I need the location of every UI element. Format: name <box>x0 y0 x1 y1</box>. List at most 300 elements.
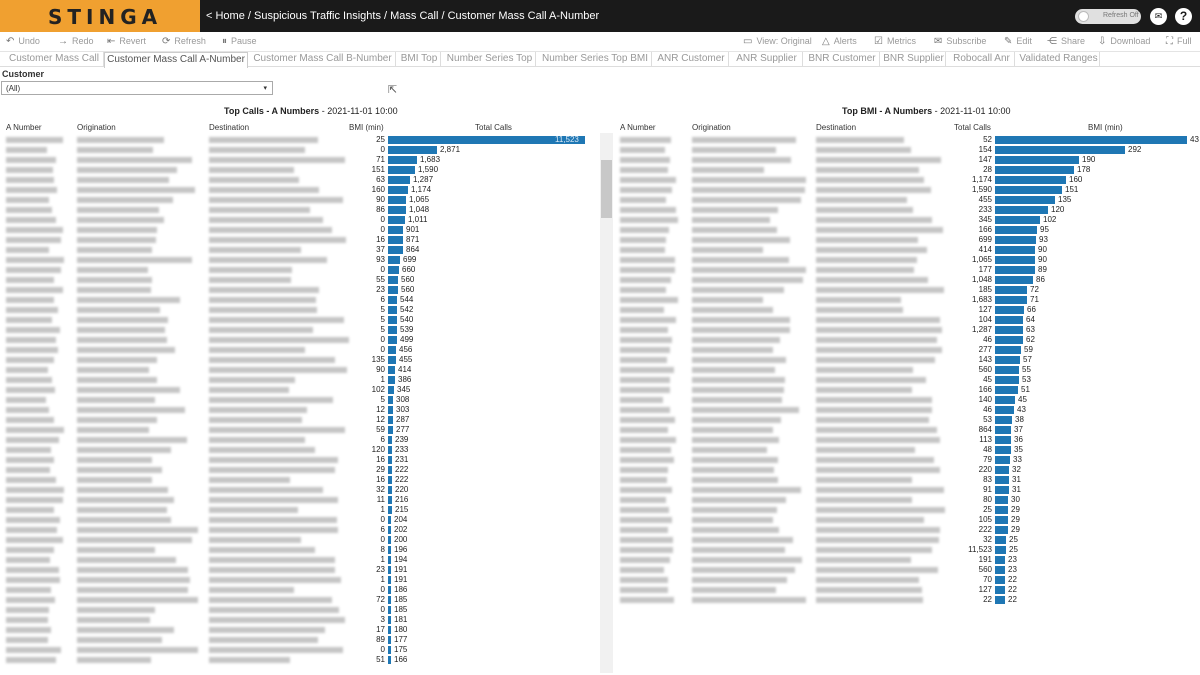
bmi-bar[interactable] <box>995 386 1018 394</box>
total-calls-bar[interactable] <box>388 496 392 504</box>
total-calls-bar[interactable] <box>388 166 415 174</box>
bmi-value: 25 <box>376 135 385 144</box>
total-calls-label: 303 <box>396 405 410 414</box>
total-calls-bar[interactable] <box>388 656 391 664</box>
redo-button[interactable] <box>58 36 94 47</box>
table-row[interactable] <box>0 275 600 285</box>
bmi-bar[interactable] <box>995 146 1125 154</box>
right-col-origination[interactable]: Origination <box>692 123 731 132</box>
table-row[interactable] <box>0 395 600 405</box>
bmi-bar[interactable] <box>995 486 1009 494</box>
tab-robocall-anr[interactable]: Robocall Anr <box>949 52 1015 67</box>
top-bar <box>0 0 1200 32</box>
table-row[interactable] <box>0 625 600 635</box>
bmi-bar[interactable] <box>995 296 1027 304</box>
tab-number-series-top[interactable]: Number Series Top <box>444 52 536 67</box>
bmi-bar[interactable] <box>995 186 1062 194</box>
tab-number-series-top-bmi[interactable]: Number Series Top BMI <box>539 52 652 67</box>
table-row[interactable] <box>614 235 1200 245</box>
auto-refresh-toggle[interactable] <box>1075 9 1141 24</box>
table-row[interactable] <box>614 505 1200 515</box>
bmi-bar[interactable] <box>995 596 1005 604</box>
bmi-bar[interactable] <box>995 226 1037 234</box>
total-calls-bar[interactable] <box>388 646 391 654</box>
table-row[interactable] <box>0 385 600 395</box>
a-number-cell <box>6 197 49 203</box>
table-row[interactable] <box>614 535 1200 545</box>
table-row[interactable] <box>0 645 600 655</box>
right-col-total-calls[interactable]: Total Calls <box>954 123 991 132</box>
total-calls-bar[interactable] <box>388 176 410 184</box>
left-col-origination[interactable]: Origination <box>77 123 116 132</box>
table-row[interactable] <box>0 205 600 215</box>
table-row[interactable] <box>0 515 600 525</box>
a-number-cell <box>6 397 46 403</box>
table-row[interactable] <box>614 175 1200 185</box>
table-row[interactable] <box>614 345 1200 355</box>
origination-cell <box>692 577 787 583</box>
destination-cell <box>209 497 338 503</box>
destination-cell <box>209 207 310 213</box>
table-row[interactable] <box>0 435 600 445</box>
bmi-bar[interactable] <box>995 546 1006 554</box>
table-row[interactable] <box>614 395 1200 405</box>
total-calls-bar[interactable] <box>388 286 398 294</box>
bmi-bar[interactable] <box>995 156 1079 164</box>
table-row[interactable] <box>0 535 600 545</box>
refresh-button[interactable] <box>162 36 206 47</box>
table-row[interactable] <box>0 135 600 145</box>
right-col-bmi[interactable]: BMI (min) <box>1088 123 1123 132</box>
a-number-cell <box>620 447 671 453</box>
destination-cell <box>209 557 335 563</box>
bmi-label: 23 <box>1008 565 1017 574</box>
table-row[interactable] <box>0 615 600 625</box>
total-calls-bar[interactable] <box>388 466 392 474</box>
bmi-bar[interactable] <box>995 166 1074 174</box>
table-row[interactable] <box>614 405 1200 415</box>
table-row[interactable] <box>0 425 600 435</box>
total-calls-bar[interactable] <box>388 586 391 594</box>
total-calls-bar[interactable] <box>388 636 391 644</box>
a-number-cell <box>620 237 666 243</box>
total-calls-value: 83 <box>983 475 992 484</box>
table-row[interactable] <box>0 525 600 535</box>
alerts-button[interactable] <box>822 36 857 47</box>
total-calls-bar[interactable] <box>388 446 392 454</box>
total-calls-bar[interactable] <box>388 216 405 224</box>
origination-cell <box>692 157 791 163</box>
total-calls-bar[interactable] <box>388 566 391 574</box>
a-number-cell <box>6 207 52 213</box>
table-row[interactable] <box>0 565 600 575</box>
bmi-bar[interactable] <box>995 316 1023 324</box>
table-row[interactable] <box>614 435 1200 445</box>
total-calls-bar[interactable] <box>388 536 391 544</box>
destination-cell <box>209 427 345 433</box>
table-row[interactable] <box>614 195 1200 205</box>
total-calls-bar[interactable] <box>388 256 400 264</box>
left-title-timestamp: 2021-11-01 10:00 <box>327 106 398 116</box>
bmi-bar[interactable] <box>995 406 1014 414</box>
table-row[interactable] <box>0 505 600 515</box>
total-calls-bar[interactable] <box>388 456 392 464</box>
table-row[interactable] <box>0 165 600 175</box>
left-col-destination[interactable]: Destination <box>209 123 250 132</box>
total-calls-bar[interactable] <box>388 426 393 434</box>
table-row[interactable] <box>614 335 1200 345</box>
total-calls-bar[interactable] <box>388 556 391 564</box>
table-row[interactable] <box>0 355 600 365</box>
bmi-bar[interactable] <box>995 416 1012 424</box>
bmi-bar[interactable] <box>995 516 1008 524</box>
table-row[interactable] <box>614 325 1200 335</box>
bmi-bar[interactable] <box>995 196 1055 204</box>
total-calls-bar[interactable] <box>388 516 391 524</box>
bmi-bar[interactable] <box>995 566 1005 574</box>
bmi-bar[interactable] <box>995 526 1008 534</box>
bmi-bar[interactable] <box>995 256 1035 264</box>
bmi-bar[interactable] <box>995 436 1011 444</box>
stinga-logo[interactable]: STINGA <box>0 0 200 32</box>
table-row[interactable] <box>0 595 600 605</box>
bmi-bar[interactable] <box>995 216 1040 224</box>
bmi-bar[interactable] <box>995 346 1021 354</box>
refresh-label: Refresh <box>174 36 206 46</box>
total-calls-value: 104 <box>978 315 992 324</box>
bmi-bar[interactable] <box>995 476 1009 484</box>
table-row[interactable] <box>614 275 1200 285</box>
origination-cell <box>692 587 776 593</box>
bmi-bar[interactable] <box>995 356 1020 364</box>
total-calls-value: 277 <box>978 345 992 354</box>
table-row[interactable] <box>614 495 1200 505</box>
table-row[interactable] <box>614 155 1200 165</box>
total-calls-bar[interactable] <box>388 316 397 324</box>
table-row[interactable] <box>0 495 600 505</box>
pause-button[interactable] <box>222 36 257 47</box>
table-row[interactable] <box>0 335 600 345</box>
tab-customer-mass-call-a-number[interactable]: Customer Mass Call A-Number <box>104 52 248 68</box>
table-row[interactable] <box>0 555 600 565</box>
table-row[interactable] <box>0 145 600 155</box>
table-row[interactable] <box>0 315 600 325</box>
table-row[interactable] <box>614 465 1200 475</box>
bmi-bar[interactable] <box>995 506 1008 514</box>
customer-filter-select[interactable] <box>1 81 273 95</box>
table-row[interactable] <box>614 315 1200 325</box>
bmi-label: 64 <box>1026 315 1035 324</box>
table-row[interactable] <box>0 225 600 235</box>
total-calls-bar[interactable] <box>388 236 403 244</box>
total-calls-bar[interactable] <box>388 416 393 424</box>
a-number-cell <box>620 307 664 313</box>
left-col-a-number[interactable]: A Number <box>6 123 42 132</box>
total-calls-value: 154 <box>978 145 992 154</box>
total-calls-bar[interactable] <box>388 546 391 554</box>
help-icon[interactable]: ? <box>1175 8 1192 25</box>
total-calls-label: 220 <box>395 485 409 494</box>
origination-cell <box>692 197 801 203</box>
total-calls-value: 11,523 <box>968 545 992 554</box>
table-row[interactable] <box>614 285 1200 295</box>
a-number-cell <box>620 557 670 563</box>
bmi-bar[interactable] <box>995 466 1009 474</box>
total-calls-value: 28 <box>983 165 992 174</box>
table-row[interactable] <box>0 575 600 585</box>
bmi-bar[interactable] <box>995 456 1010 464</box>
table-row[interactable] <box>614 585 1200 595</box>
bmi-bar[interactable] <box>995 586 1005 594</box>
tab-customer-mass-call[interactable]: Customer Mass Call <box>5 52 104 67</box>
table-row[interactable] <box>614 375 1200 385</box>
table-row[interactable] <box>614 305 1200 315</box>
bmi-bar[interactable] <box>995 556 1005 564</box>
total-calls-bar[interactable] <box>388 326 397 334</box>
total-calls-bar[interactable] <box>388 146 437 154</box>
a-number-cell <box>620 347 670 353</box>
total-calls-label: 1,065 <box>409 195 430 204</box>
table-row[interactable] <box>614 185 1200 195</box>
total-calls-bar[interactable] <box>388 576 391 584</box>
full-button[interactable] <box>1166 36 1192 47</box>
bmi-bar[interactable] <box>995 306 1024 314</box>
table-row[interactable] <box>614 145 1200 155</box>
table-row[interactable] <box>0 195 600 205</box>
table-row[interactable] <box>0 215 600 225</box>
destination-cell <box>816 587 922 593</box>
table-row[interactable] <box>614 385 1200 395</box>
bmi-bar[interactable] <box>995 446 1011 454</box>
table-row[interactable] <box>614 205 1200 215</box>
total-calls-bar[interactable] <box>388 486 392 494</box>
share-button[interactable] <box>1047 36 1085 47</box>
table-row[interactable] <box>614 365 1200 375</box>
bmi-value: 1 <box>380 555 385 564</box>
table-row[interactable] <box>614 445 1200 455</box>
table-row[interactable] <box>614 455 1200 465</box>
total-calls-bar[interactable] <box>388 406 393 414</box>
view-original-button[interactable] <box>743 36 812 47</box>
table-row[interactable] <box>0 655 600 665</box>
total-calls-bar[interactable] <box>388 476 392 484</box>
total-calls-value: 455 <box>978 195 992 204</box>
total-calls-bar[interactable] <box>388 376 395 384</box>
table-row[interactable] <box>0 305 600 315</box>
total-calls-bar[interactable] <box>388 436 392 444</box>
tab-bnr-customer[interactable]: BNR Customer <box>805 52 880 67</box>
total-calls-bar[interactable] <box>388 226 403 234</box>
bmi-bar[interactable] <box>995 366 1019 374</box>
total-calls-bar[interactable] <box>388 306 397 314</box>
table-row[interactable] <box>614 215 1200 225</box>
destination-cell <box>209 597 332 603</box>
table-row[interactable] <box>614 425 1200 435</box>
total-calls-bar[interactable] <box>388 606 391 614</box>
bmi-bar[interactable] <box>995 496 1008 504</box>
total-calls-bar[interactable] <box>388 206 406 214</box>
table-row[interactable] <box>0 175 600 185</box>
table-row[interactable] <box>614 295 1200 305</box>
table-row[interactable] <box>614 485 1200 495</box>
table-row[interactable] <box>0 245 600 255</box>
undo-button[interactable] <box>6 36 40 47</box>
breadcrumb[interactable]: < Home / Suspicious Traffic Insights / Mass Call / Customer Mass Call A-Number <box>206 10 600 22</box>
table-row[interactable] <box>614 265 1200 275</box>
table-row[interactable] <box>0 285 600 295</box>
bmi-bar[interactable] <box>995 536 1006 544</box>
total-calls-bar[interactable] <box>388 346 396 354</box>
table-row[interactable] <box>614 415 1200 425</box>
total-calls-bar[interactable] <box>388 276 398 284</box>
bmi-bar[interactable] <box>995 336 1023 344</box>
table-row[interactable] <box>614 525 1200 535</box>
table-row[interactable] <box>614 255 1200 265</box>
destination-cell <box>816 597 923 603</box>
table-row[interactable] <box>614 245 1200 255</box>
total-calls-label: 287 <box>396 415 410 424</box>
left-col-bmi[interactable]: BMI (min) <box>349 123 384 132</box>
a-number-cell <box>620 477 667 483</box>
bmi-bar[interactable] <box>995 236 1036 244</box>
total-calls-bar[interactable] <box>388 526 391 534</box>
total-calls-bar[interactable] <box>388 156 417 164</box>
table-row[interactable] <box>614 555 1200 565</box>
total-calls-value: 127 <box>978 585 992 594</box>
table-row[interactable] <box>614 165 1200 175</box>
table-row[interactable] <box>0 465 600 475</box>
bmi-bar[interactable] <box>995 206 1048 214</box>
tab-anr-supplier[interactable]: ANR Supplier <box>731 52 803 67</box>
bmi-bar[interactable] <box>995 246 1035 254</box>
total-calls-bar[interactable] <box>388 356 396 364</box>
tab-bmi-top[interactable]: BMI Top <box>398 52 441 67</box>
total-calls-bar[interactable] <box>388 596 391 604</box>
table-row[interactable] <box>614 545 1200 555</box>
table-row[interactable] <box>0 405 600 415</box>
table-row[interactable] <box>614 575 1200 585</box>
total-calls-bar[interactable] <box>388 386 394 394</box>
total-calls-bar[interactable] <box>388 616 391 624</box>
tab-anr-customer[interactable]: ANR Customer <box>654 52 729 67</box>
left-col-total-calls[interactable]: Total Calls <box>475 123 512 132</box>
origination-cell <box>77 147 153 153</box>
total-calls-bar[interactable] <box>388 296 397 304</box>
total-calls-bar[interactable] <box>388 366 395 374</box>
bmi-bar[interactable] <box>995 266 1035 274</box>
a-number-cell <box>620 197 666 203</box>
tab-customer-mass-call-b-number[interactable]: Customer Mass Call B-Number <box>250 52 396 67</box>
total-calls-bar[interactable] <box>388 246 403 254</box>
table-row[interactable] <box>0 475 600 485</box>
total-calls-value: 45 <box>983 375 992 384</box>
revert-button[interactable] <box>107 36 146 47</box>
table-row[interactable] <box>0 265 600 275</box>
table-row[interactable] <box>614 565 1200 575</box>
bmi-bar[interactable] <box>995 396 1015 404</box>
table-row[interactable] <box>0 605 600 615</box>
bmi-bar[interactable] <box>995 376 1019 384</box>
table-row[interactable] <box>614 135 1200 145</box>
table-row[interactable] <box>614 515 1200 525</box>
table-row[interactable] <box>614 475 1200 485</box>
table-row[interactable] <box>0 445 600 455</box>
destination-cell <box>209 417 302 423</box>
right-col-a-number[interactable]: A Number <box>620 123 656 132</box>
total-calls-bar[interactable] <box>388 626 391 634</box>
bmi-bar[interactable] <box>995 136 1187 144</box>
table-row[interactable] <box>0 545 600 555</box>
a-number-cell <box>620 527 668 533</box>
table-row[interactable] <box>0 635 600 645</box>
subscribe-button[interactable] <box>934 36 986 47</box>
a-number-cell <box>620 457 674 463</box>
table-row[interactable] <box>0 295 600 305</box>
table-row[interactable] <box>0 155 600 165</box>
bmi-value: 160 <box>371 185 385 194</box>
edit-button[interactable] <box>1004 36 1032 47</box>
table-row[interactable] <box>0 585 600 595</box>
total-calls-bar[interactable] <box>388 186 408 194</box>
table-row[interactable] <box>614 595 1200 605</box>
table-row[interactable] <box>0 235 600 245</box>
table-row[interactable] <box>614 225 1200 235</box>
table-row[interactable] <box>0 255 600 265</box>
bmi-label: 63 <box>1026 325 1035 334</box>
right-col-destination[interactable]: Destination <box>816 123 857 132</box>
redo-icon: → <box>58 36 68 47</box>
table-row[interactable] <box>0 375 600 385</box>
total-calls-bar[interactable] <box>388 196 406 204</box>
scrollbar-thumb[interactable] <box>601 160 612 218</box>
a-number-cell <box>620 217 678 223</box>
table-row[interactable] <box>0 185 600 195</box>
total-calls-bar[interactable] <box>388 266 399 274</box>
destination-cell <box>816 327 942 333</box>
bmi-bar[interactable] <box>995 426 1011 434</box>
origination-cell <box>77 227 157 233</box>
bmi-label: 151 <box>1065 185 1079 194</box>
total-calls-bar[interactable] <box>388 506 392 514</box>
destination-cell <box>816 367 913 373</box>
total-calls-bar[interactable] <box>388 336 397 344</box>
mail-icon[interactable]: ✉ <box>1150 8 1167 25</box>
origination-cell <box>692 147 776 153</box>
bmi-value: 3 <box>380 615 385 624</box>
bmi-bar[interactable] <box>995 286 1027 294</box>
table-row[interactable] <box>0 415 600 425</box>
bmi-bar[interactable] <box>995 576 1005 584</box>
table-row[interactable] <box>614 355 1200 365</box>
total-calls-label: 456 <box>399 345 413 354</box>
table-row[interactable] <box>0 325 600 335</box>
table-row[interactable] <box>0 485 600 495</box>
tab-validated-ranges[interactable]: Validated Ranges <box>1018 52 1100 67</box>
bmi-label: 23 <box>1008 555 1017 564</box>
bmi-bar[interactable] <box>995 176 1066 184</box>
table-row[interactable] <box>0 365 600 375</box>
bmi-bar[interactable] <box>995 276 1033 284</box>
download-button[interactable] <box>1098 36 1150 47</box>
table-row[interactable] <box>0 455 600 465</box>
metrics-button[interactable] <box>874 36 916 47</box>
table-row[interactable] <box>0 345 600 355</box>
tab-bnr-supplier[interactable]: BNR Supplier <box>882 52 946 67</box>
bmi-bar[interactable] <box>995 326 1023 334</box>
a-number-cell <box>6 367 48 373</box>
total-calls-bar[interactable] <box>388 396 393 404</box>
origination-cell <box>77 477 152 483</box>
